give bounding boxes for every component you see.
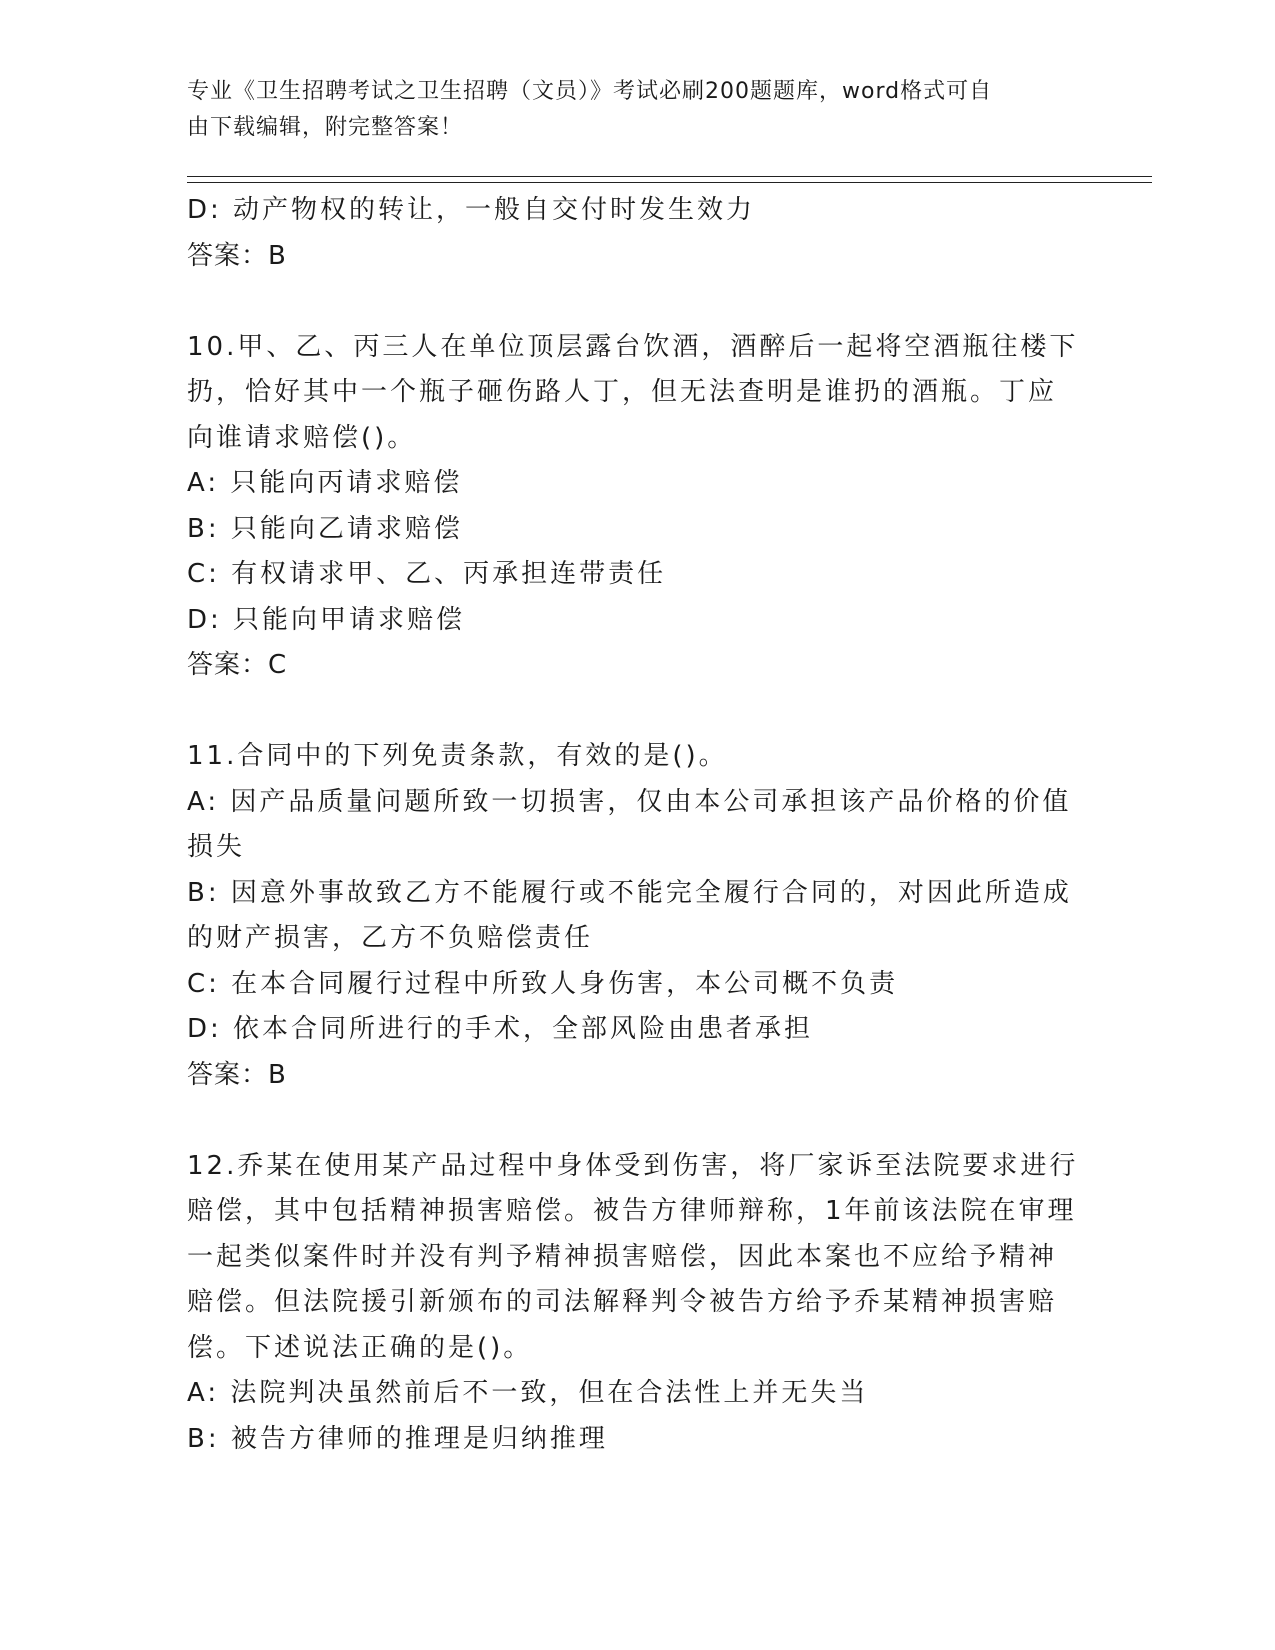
question-10 [187,325,1087,689]
option-d: D: 只能向甲请求赔偿 [187,604,466,635]
question-stem-line: 赔偿，其中包括精神损害赔偿。被告方律师辩称，1年前该法院在审理 [187,1196,1077,1226]
answer-line: 答案：B [187,240,287,271]
header-divider-bottom [187,182,1152,183]
question-stem-line: 向谁请求赔偿()。 [187,422,417,453]
spacer [187,1098,1087,1144]
option-b: B: 因意外事故致乙方不能履行或不能完全履行合同的，对因此所造成 [187,877,1072,908]
option-c: C: 有权请求甲、乙、丙承担连带责任 [187,559,667,589]
question-stem-line: 11.合同中的下列免责条款，有效的是()。 [187,741,728,771]
question-stem-line: 偿。下述说法正确的是()。 [187,1332,533,1363]
option-b: B: 被告方律师的推理是归纳推理 [187,1423,608,1454]
question-12 [187,1144,1087,1463]
header-divider-top [187,176,1152,177]
header-line-1: 专业《卫生招聘考试之卫生招聘（文员）》考试必刷200题题库，word格式可自 [187,79,993,104]
question-content [187,188,1087,1462]
spacer [187,279,1087,325]
option-d: D: 动产物权的转让，一般自交付时发生效力 [187,195,756,225]
option-b-continued: 的财产损害，乙方不负赔偿责任 [187,923,594,953]
answer-line: 答案：B [187,1059,287,1090]
option-d: D: 依本合同所进行的手术，全部风险由患者承担 [187,1014,814,1044]
question-stem-line: 赔偿。但法院援引新颁布的司法解释判令被告方给予乔某精神损害赔 [187,1287,1058,1317]
question-stem-line: 12.乔某在使用某产品过程中身体受到伤害，将厂家诉至法院要求进行 [187,1150,1079,1181]
spacer [187,689,1087,735]
option-b: B: 只能向乙请求赔偿 [187,513,463,544]
option-c: C: 在本合同履行过程中所致人身伤害，本公司概不负责 [187,968,899,999]
answer-line: 答案：C [187,650,288,680]
question-stem-line: 一起类似案件时并没有判予精神损害赔偿，因此本案也不应给予精神 [187,1241,1058,1272]
header-line-2: 由下载编辑，附完整答案！ [187,115,464,140]
page-header [187,74,1067,146]
question-stem-line: 扔，恰好其中一个瓶子砸伤路人丁，但无法查明是谁扔的酒瓶。丁应 [187,377,1058,407]
option-a-continued: 损失 [187,832,246,862]
option-a: A: 只能向丙请求赔偿 [187,468,463,498]
question-stem-line: 10.甲、乙、丙三人在单位顶层露台饮酒，酒醉后一起将空酒瓶往楼下 [187,331,1079,362]
option-a: A: 因产品质量问题所致一切损害，仅由本公司承担该产品价格的价值 [187,786,1072,817]
question-11 [187,734,1087,1098]
option-a: A: 法院判决虽然前后不一致，但在合法性上并无失当 [187,1378,869,1408]
